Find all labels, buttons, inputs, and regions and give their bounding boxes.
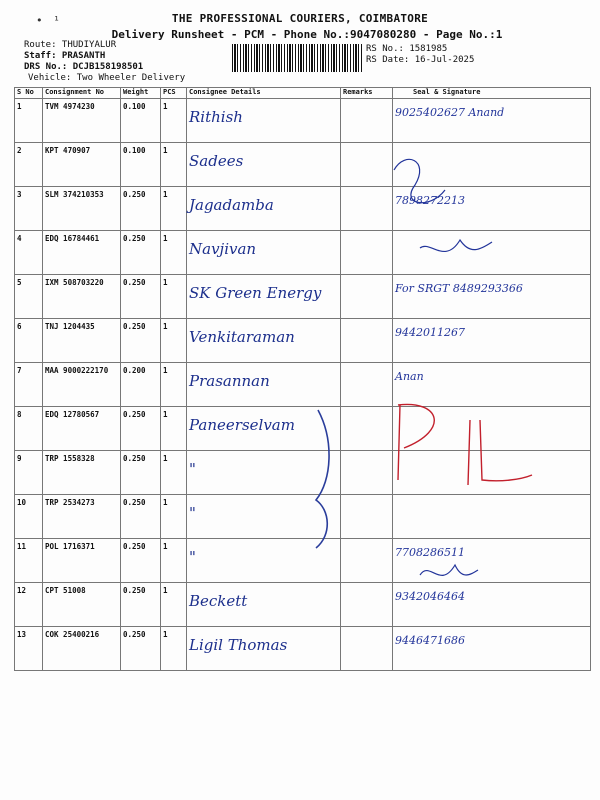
row-signature-text: 9342046464	[395, 590, 465, 603]
row-consignee-text: Navjivan	[189, 240, 257, 258]
column-header: Seal & Signature	[393, 88, 591, 99]
row-pcs-text: 1	[163, 190, 168, 199]
row-weight	[121, 319, 161, 363]
row-pcs-text: 1	[163, 102, 168, 111]
row-sno	[15, 231, 43, 275]
row-sno-text: 8	[17, 410, 22, 419]
row-pcs	[161, 627, 187, 671]
row-sno	[15, 539, 43, 583]
row-pcs-text: 1	[163, 586, 168, 595]
row-sno-text: 9	[17, 454, 22, 463]
row-consignment-no	[43, 275, 121, 319]
row-pcs	[161, 187, 187, 231]
table-row	[15, 99, 591, 143]
table-row	[15, 319, 591, 363]
row-pcs	[161, 407, 187, 451]
row-weight-text: 0.100	[123, 146, 146, 155]
row-weight-text: 0.100	[123, 102, 146, 111]
row-signature	[393, 275, 591, 319]
row-pcs	[161, 231, 187, 275]
row-sno-text: 2	[17, 146, 22, 155]
row-signature-text: Anan	[395, 370, 424, 383]
row-consignment-no-text: MAA 9000222170	[45, 366, 109, 375]
row-remarks	[341, 187, 393, 231]
row-consignee-text: Jagadamba	[189, 196, 274, 214]
staff-label: Staff: PRASANTH	[24, 51, 106, 61]
row-sno-text: 7	[17, 366, 22, 375]
table-row	[15, 627, 591, 671]
row-sno-text: 3	[17, 190, 22, 199]
row-signature	[393, 583, 591, 627]
row-signature	[393, 99, 591, 143]
row-signature	[393, 363, 591, 407]
row-pcs	[161, 451, 187, 495]
document-subtitle: Delivery Runsheet - PCM - Phone No.:9047080280 - Page No.:1	[111, 28, 503, 41]
drs-number: DRS No.: DCJB158198501	[24, 62, 144, 72]
row-pcs-text: 1	[163, 234, 168, 243]
row-consignment-no-text: TRP 2534273	[45, 498, 95, 507]
row-weight	[121, 451, 161, 495]
row-consignment-no	[43, 99, 121, 143]
rs-date: RS Date: 16-Jul-2025	[366, 55, 475, 65]
row-consignment-no	[43, 143, 121, 187]
row-consignee-text: Beckett	[189, 592, 248, 610]
row-remarks	[341, 363, 393, 407]
table-row	[15, 143, 591, 187]
row-pcs-text: 1	[163, 542, 168, 551]
row-sno-text: 6	[17, 322, 22, 331]
row-sno-text: 11	[17, 542, 27, 551]
column-header: Consignee Details	[187, 88, 341, 99]
row-signature-text: For SRGT 8489293366	[395, 282, 523, 295]
row-signature	[393, 407, 591, 451]
row-pcs-text: 1	[163, 366, 168, 375]
row-pcs-text: 1	[163, 498, 168, 507]
document-title: THE PROFESSIONAL COURIERS, COIMBATORE	[171, 12, 429, 25]
row-consignee-text: Paneerselvam	[189, 416, 295, 434]
row-weight-text: 0.250	[123, 630, 146, 639]
row-consignment-no-text: EDQ 12780567	[45, 410, 100, 419]
row-consignment-no-text: CPT 51008	[45, 586, 86, 595]
row-consignment-no	[43, 451, 121, 495]
row-consignment-no	[43, 363, 121, 407]
table-row	[15, 583, 591, 627]
row-consignment-no	[43, 231, 121, 275]
table-row	[15, 187, 591, 231]
row-signature	[393, 451, 591, 495]
row-signature	[393, 539, 591, 583]
table-row	[15, 451, 591, 495]
row-pcs	[161, 143, 187, 187]
row-consignment-no-text: TRP 1558328	[45, 454, 95, 463]
row-consignee	[187, 451, 341, 495]
row-sno-text: 10	[17, 498, 27, 507]
row-remarks	[341, 319, 393, 363]
row-consignment-no	[43, 407, 121, 451]
row-sno	[15, 143, 43, 187]
row-pcs	[161, 539, 187, 583]
row-remarks	[341, 275, 393, 319]
row-consignment-no-text: POL 1716371	[45, 542, 95, 551]
row-consignment-no-text: COK 25400216	[45, 630, 100, 639]
row-remarks	[341, 495, 393, 539]
table-row	[15, 363, 591, 407]
row-weight	[121, 231, 161, 275]
row-sno-text: 13	[17, 630, 27, 639]
row-pcs	[161, 583, 187, 627]
vehicle-label: Vehicle: Two Wheeler Delivery	[28, 73, 186, 83]
row-sno	[15, 99, 43, 143]
row-consignment-no	[43, 187, 121, 231]
table-row	[15, 495, 591, 539]
row-consignee-text: Rithish	[189, 108, 243, 126]
row-consignee	[187, 275, 341, 319]
row-weight-text: 0.250	[123, 410, 146, 419]
column-header: Weight	[121, 88, 161, 99]
row-consignment-no-text: SLM 374210353	[45, 190, 104, 199]
row-weight	[121, 99, 161, 143]
row-signature-text: 7898272213	[395, 194, 465, 207]
row-remarks	[341, 407, 393, 451]
row-consignment-no-text: EDQ 16784461	[45, 234, 100, 243]
row-consignee-text: "	[189, 460, 196, 478]
row-consignee	[187, 627, 341, 671]
row-consignee	[187, 539, 341, 583]
row-consignment-no-text: TNJ 1204435	[45, 322, 95, 331]
row-sno	[15, 363, 43, 407]
row-weight-text: 0.250	[123, 278, 146, 287]
row-weight	[121, 363, 161, 407]
row-weight-text: 0.250	[123, 234, 146, 243]
corner-mark: • ¹	[36, 14, 62, 27]
row-remarks	[341, 539, 393, 583]
row-consignee	[187, 363, 341, 407]
row-consignee-text: Sadees	[189, 152, 244, 170]
row-signature-text: 9025402627 Anand	[395, 106, 505, 119]
row-consignment-no	[43, 539, 121, 583]
row-consignment-no-text: KPT 470907	[45, 146, 91, 155]
route-label: Route: THUDIYALUR	[24, 40, 117, 50]
row-sno	[15, 583, 43, 627]
row-weight	[121, 407, 161, 451]
row-sno	[15, 407, 43, 451]
row-consignee-text: "	[189, 548, 196, 566]
row-weight	[121, 495, 161, 539]
column-header: S No	[15, 88, 43, 99]
barcode	[232, 44, 362, 72]
column-header: Consignment No	[43, 88, 121, 99]
row-pcs-text: 1	[163, 322, 168, 331]
row-consignment-no-text: TVM 4974230	[45, 102, 95, 111]
column-header: Remarks	[341, 88, 393, 99]
row-signature	[393, 627, 591, 671]
row-signature	[393, 495, 591, 539]
row-consignee-text: SK Green Energy	[189, 284, 322, 302]
row-remarks	[341, 99, 393, 143]
row-sno-text: 12	[17, 586, 27, 595]
row-weight-text: 0.250	[123, 322, 146, 331]
runsheet-table	[14, 87, 591, 671]
row-consignee	[187, 583, 341, 627]
row-pcs	[161, 99, 187, 143]
row-consignee	[187, 407, 341, 451]
row-weight-text: 0.250	[123, 542, 146, 551]
row-sno	[15, 275, 43, 319]
row-consignee	[187, 231, 341, 275]
table-header-row	[15, 88, 591, 99]
row-consignment-no	[43, 583, 121, 627]
row-remarks	[341, 583, 393, 627]
row-consignment-no-text: IXM 508703220	[45, 278, 104, 287]
row-signature	[393, 143, 591, 187]
rs-number: RS No.: 1581985	[366, 44, 448, 54]
row-weight	[121, 627, 161, 671]
row-consignment-no	[43, 627, 121, 671]
row-consignee	[187, 99, 341, 143]
row-signature-text: 9442011267	[395, 326, 465, 339]
row-signature	[393, 231, 591, 275]
row-signature-text: 7708286511	[395, 546, 465, 559]
row-consignee	[187, 319, 341, 363]
row-weight	[121, 539, 161, 583]
row-remarks	[341, 231, 393, 275]
row-sno	[15, 187, 43, 231]
row-consignment-no	[43, 319, 121, 363]
row-pcs	[161, 363, 187, 407]
row-consignee-text: Prasannan	[189, 372, 270, 390]
row-signature	[393, 319, 591, 363]
row-pcs-text: 1	[163, 278, 168, 287]
row-sno	[15, 627, 43, 671]
row-consignee-text: Ligil Thomas	[189, 636, 288, 654]
row-pcs	[161, 275, 187, 319]
row-consignee	[187, 187, 341, 231]
row-sno-text: 4	[17, 234, 22, 243]
row-consignment-no	[43, 495, 121, 539]
row-pcs-text: 1	[163, 410, 168, 419]
column-header: PCS	[161, 88, 187, 99]
row-signature	[393, 187, 591, 231]
row-weight-text: 0.250	[123, 190, 146, 199]
table-row	[15, 407, 591, 451]
row-sno	[15, 495, 43, 539]
row-remarks	[341, 143, 393, 187]
row-pcs	[161, 495, 187, 539]
row-weight-text: 0.250	[123, 454, 146, 463]
table-row	[15, 275, 591, 319]
row-weight-text: 0.200	[123, 366, 146, 375]
row-weight-text: 0.250	[123, 586, 146, 595]
table-row	[15, 539, 591, 583]
row-consignee	[187, 143, 341, 187]
row-weight	[121, 275, 161, 319]
row-pcs-text: 1	[163, 630, 168, 639]
row-remarks	[341, 627, 393, 671]
row-sno-text: 1	[17, 102, 22, 111]
row-weight	[121, 143, 161, 187]
row-weight	[121, 187, 161, 231]
row-consignee-text: Venkitaraman	[189, 328, 295, 346]
row-weight	[121, 583, 161, 627]
row-sno	[15, 451, 43, 495]
row-consignee	[187, 495, 341, 539]
row-consignee-text: "	[189, 504, 196, 522]
row-remarks	[341, 451, 393, 495]
row-pcs	[161, 319, 187, 363]
row-pcs-text: 1	[163, 454, 168, 463]
row-signature-text: 9446471686	[395, 634, 465, 647]
row-pcs-text: 1	[163, 146, 168, 155]
table-row	[15, 231, 591, 275]
row-sno	[15, 319, 43, 363]
row-weight-text: 0.250	[123, 498, 146, 507]
row-sno-text: 5	[17, 278, 22, 287]
